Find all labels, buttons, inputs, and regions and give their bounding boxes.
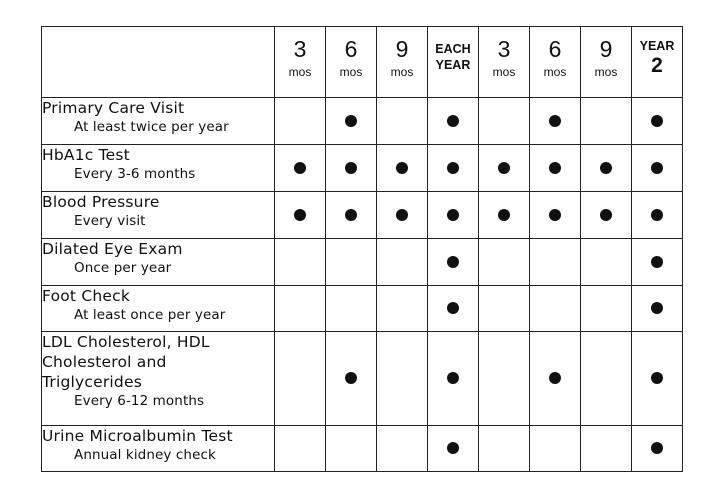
header-row: [42, 27, 683, 98]
item-frequency: Every 6-12 months: [74, 393, 205, 409]
schedule-cell: [377, 239, 428, 286]
schedule-cell: [632, 426, 683, 472]
schedule-cell: [479, 426, 530, 472]
column-header-3-mos-year-2: 3 mos: [479, 27, 530, 98]
scheduled-dot-icon: [651, 442, 663, 454]
table-row: [42, 239, 683, 286]
item-frequency: At least twice per year: [74, 119, 229, 135]
item-name-line: Cholesterol and: [42, 353, 167, 371]
scheduled-dot-icon: [447, 372, 459, 384]
schedule-cell: [326, 192, 377, 239]
column-header-9-mos: 9 mos: [377, 27, 428, 98]
item-name: HbA1c Test: [42, 146, 130, 164]
schedule-cell: [428, 98, 479, 145]
schedule-cell: [581, 286, 632, 332]
schedule-cell: [377, 286, 428, 332]
row-label-cell: [42, 332, 275, 426]
scheduled-dot-icon: [294, 162, 306, 174]
scheduled-dot-icon: [651, 372, 663, 384]
item-frequency: Every 3-6 months: [74, 166, 196, 182]
item-name: Primary Care Visit: [42, 99, 185, 117]
schedule-cell: [581, 239, 632, 286]
schedule-cell: [326, 145, 377, 192]
item-name: Blood Pressure: [42, 193, 160, 211]
schedule-cell: [377, 145, 428, 192]
scheduled-dot-icon: [447, 209, 459, 221]
scheduled-dot-icon: [651, 162, 663, 174]
schedule-cell: [377, 192, 428, 239]
table-row: [42, 192, 683, 239]
schedule-cell: [275, 332, 326, 426]
schedule-cell: [326, 332, 377, 426]
scheduled-dot-icon: [600, 209, 612, 221]
scheduled-dot-icon: [498, 209, 510, 221]
schedule-cell: [530, 239, 581, 286]
table-row: [42, 145, 683, 192]
schedule-cell: [275, 286, 326, 332]
column-header-3-mos: 3 mos: [275, 27, 326, 98]
schedule-cell: [632, 239, 683, 286]
row-label-cell: [42, 239, 275, 286]
scheduled-dot-icon: [549, 115, 561, 127]
scheduled-dot-icon: [651, 115, 663, 127]
scheduled-dot-icon: [396, 162, 408, 174]
schedule-cell: [275, 98, 326, 145]
item-frequency: Every visit: [74, 213, 146, 229]
scheduled-dot-icon: [549, 372, 561, 384]
schedule-cell: [326, 426, 377, 472]
row-label-cell: [42, 98, 275, 145]
scheduled-dot-icon: [549, 209, 561, 221]
scheduled-dot-icon: [396, 209, 408, 221]
schedule-cell: [530, 426, 581, 472]
schedule-cell: [428, 145, 479, 192]
scheduled-dot-icon: [651, 256, 663, 268]
schedule-cell: [275, 145, 326, 192]
column-header-year-2: YEAR 2: [632, 27, 683, 98]
scheduled-dot-icon: [447, 256, 459, 268]
item-name-line: LDL Cholesterol, HDL: [42, 333, 210, 351]
schedule-cell: [275, 426, 326, 472]
schedule-cell: [428, 426, 479, 472]
schedule-cell: [479, 98, 530, 145]
row-label-cell: [42, 192, 275, 239]
item-frequency: At least once per year: [74, 307, 226, 323]
table-row: [42, 286, 683, 332]
item-frequency: Once per year: [74, 260, 172, 276]
item-name: Urine Microalbumin Test: [42, 427, 233, 445]
row-label-cell: [42, 286, 275, 332]
schedule-cell: [479, 332, 530, 426]
schedule-cell: [326, 239, 377, 286]
schedule-cell: [632, 332, 683, 426]
item-name-line: Triglycerides: [42, 373, 142, 391]
scheduled-dot-icon: [345, 209, 357, 221]
row-label-cell: [42, 426, 275, 472]
scheduled-dot-icon: [345, 372, 357, 384]
scheduled-dot-icon: [345, 162, 357, 174]
schedule-cell: [581, 426, 632, 472]
table-row: [42, 426, 683, 472]
item-name: Dilated Eye Exam: [42, 240, 183, 258]
schedule-cell: [326, 98, 377, 145]
schedule-cell: [581, 98, 632, 145]
schedule-cell: [632, 286, 683, 332]
schedule-cell: [632, 145, 683, 192]
schedule-cell: [275, 239, 326, 286]
schedule-cell: [530, 286, 581, 332]
column-header-6-mos: 6 mos: [326, 27, 377, 98]
scheduled-dot-icon: [651, 302, 663, 314]
schedule-cell: [581, 192, 632, 239]
scheduled-dot-icon: [447, 442, 459, 454]
schedule-cell: [581, 145, 632, 192]
scheduled-dot-icon: [447, 302, 459, 314]
item-name: Foot Check: [42, 287, 131, 305]
schedule-cell: [377, 426, 428, 472]
care-schedule-table: [41, 26, 683, 472]
schedule-cell: [479, 239, 530, 286]
row-label-cell: [42, 145, 275, 192]
item-frequency: Annual kidney check: [74, 447, 216, 463]
scheduled-dot-icon: [447, 162, 459, 174]
schedule-cell: [479, 145, 530, 192]
column-header-6-mos-year-2: 6 mos: [530, 27, 581, 98]
schedule-cell: [479, 286, 530, 332]
scheduled-dot-icon: [345, 115, 357, 127]
schedule-cell: [377, 332, 428, 426]
header-corner-cell: [42, 27, 275, 98]
schedule-cell: [326, 286, 377, 332]
schedule-cell: [377, 98, 428, 145]
table-row: [42, 332, 683, 426]
schedule-cell: [428, 286, 479, 332]
schedule-cell: [632, 192, 683, 239]
schedule-cell: [428, 192, 479, 239]
schedule-cell: [581, 332, 632, 426]
schedule-cell: [530, 192, 581, 239]
schedule-cell: [479, 192, 530, 239]
schedule-cell: [530, 98, 581, 145]
scheduled-dot-icon: [498, 162, 510, 174]
column-header-each-year: EACH YEAR: [428, 27, 479, 98]
scheduled-dot-icon: [549, 162, 561, 174]
schedule-cell: [428, 332, 479, 426]
schedule-cell: [632, 98, 683, 145]
table-row: [42, 98, 683, 145]
schedule-cell: [530, 145, 581, 192]
schedule-cell: [428, 239, 479, 286]
scheduled-dot-icon: [600, 162, 612, 174]
schedule-cell: [530, 332, 581, 426]
column-header-9-mos-year-2: 9 mos: [581, 27, 632, 98]
scheduled-dot-icon: [294, 209, 306, 221]
schedule-cell: [275, 192, 326, 239]
scheduled-dot-icon: [651, 209, 663, 221]
scheduled-dot-icon: [447, 115, 459, 127]
